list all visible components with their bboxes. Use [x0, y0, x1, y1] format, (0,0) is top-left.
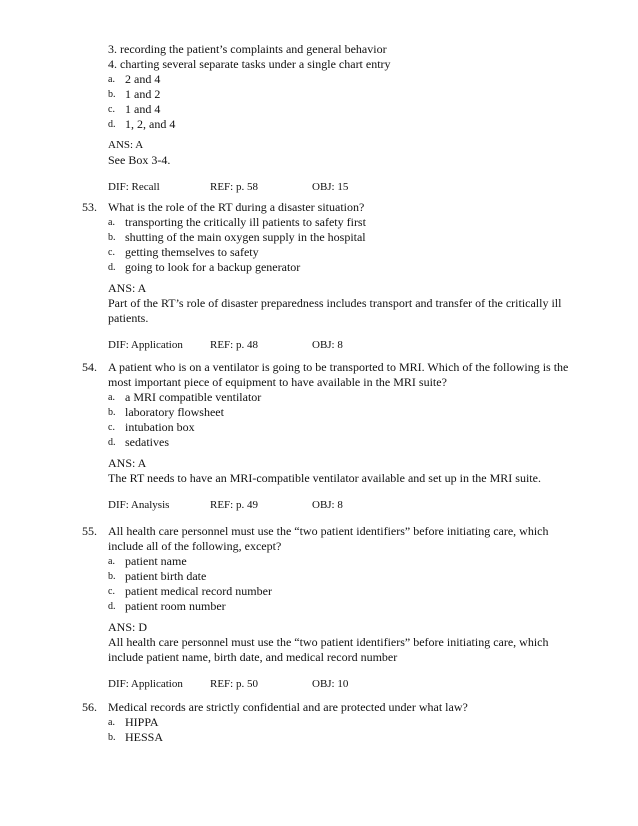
option-letter: a.: [108, 74, 115, 85]
objective: OBJ: 15: [312, 181, 349, 193]
answer-option: [108, 230, 582, 245]
statement-line: 4. charting several separate tasks under a single chart entry: [108, 57, 391, 71]
option-text: going to look for a backup generator: [125, 260, 301, 274]
option-letter: c.: [108, 104, 115, 115]
question-number: 56.: [82, 700, 97, 714]
answer-option: [108, 245, 582, 260]
answer-option: [108, 554, 582, 569]
rationale: The RT needs to have an MRI-compatible ventilator available and set up in the MRI suite.: [108, 471, 541, 485]
answer-option: [108, 435, 582, 450]
option-letter: b.: [108, 732, 116, 743]
option-letter: d.: [108, 262, 116, 273]
option-text: 1, 2, and 4: [125, 117, 176, 131]
statement-line: 3. recording the patient’s complaints and general behavior: [108, 42, 387, 56]
answer-key: ANS: A: [108, 139, 144, 151]
option-letter: d.: [108, 437, 116, 448]
answer-option: [108, 87, 588, 102]
question-number: 53.: [82, 200, 97, 214]
option-text: 1 and 4: [125, 102, 161, 116]
option-letter: b.: [108, 407, 116, 418]
option-text: patient medical record number: [125, 584, 272, 598]
answer-option: [108, 569, 582, 584]
option-letter: a.: [108, 717, 115, 728]
option-text: shutting of the main oxygen supply in the hospital: [125, 230, 366, 244]
rationale: Part of the RT’s role of disaster preparedness includes transport and transfer of the critically ill patients.: [108, 296, 562, 325]
difficulty: DIF: Application: [108, 678, 183, 690]
option-text: intubation box: [125, 420, 195, 434]
option-text: patient room number: [125, 599, 226, 613]
option-letter: a.: [108, 392, 115, 403]
objective: OBJ: 8: [312, 499, 343, 511]
rationale: See Box 3-4.: [108, 153, 171, 167]
answer-key: ANS: A: [108, 456, 147, 470]
answer-option: [108, 260, 582, 275]
option-text: sedatives: [125, 435, 169, 449]
answer-option: [108, 390, 582, 405]
answer-option: [108, 72, 588, 87]
option-text: HIPPA: [125, 715, 159, 729]
option-letter: b.: [108, 89, 116, 100]
option-letter: c.: [108, 422, 115, 433]
question-stem: What is the role of the RT during a disaster situation?: [108, 200, 365, 214]
answer-option: [108, 215, 582, 230]
objective: OBJ: 10: [312, 678, 349, 690]
question-stem: Medical records are strictly confidential and are protected under what law?: [108, 700, 468, 714]
answer-key: ANS: A: [108, 281, 147, 295]
option-text: transporting the critically ill patients to safety first: [125, 215, 366, 229]
option-text: patient birth date: [125, 569, 207, 583]
answer-option: [108, 715, 582, 730]
previous-question-continuation: [108, 42, 588, 195]
answer-option: [108, 730, 582, 745]
question-number: 55.: [82, 524, 97, 538]
option-letter: b.: [108, 571, 116, 582]
option-letter: a.: [108, 217, 115, 228]
question-meta: [108, 677, 582, 692]
answer-option: [108, 599, 582, 614]
rationale: All health care personnel must use the “two patient identifiers” before initiating care, which include patient name, birth date, and medical record number: [108, 635, 549, 664]
option-text: laboratory flowsheet: [125, 405, 224, 419]
reference: REF: p. 49: [210, 499, 258, 511]
option-letter: a.: [108, 556, 115, 567]
difficulty: DIF: Application: [108, 339, 183, 351]
answer-option: [108, 405, 582, 420]
question-56: [82, 700, 582, 745]
answer-option: [108, 117, 588, 132]
option-text: a MRI compatible ventilator: [125, 390, 262, 404]
question-53: [82, 200, 582, 353]
objective: OBJ: 8: [312, 339, 343, 351]
option-letter: c.: [108, 247, 115, 258]
option-text: patient name: [125, 554, 187, 568]
option-letter: c.: [108, 586, 115, 597]
option-text: 1 and 2: [125, 87, 161, 101]
option-letter: d.: [108, 119, 116, 130]
question-55: [82, 524, 582, 692]
option-text: 2 and 4: [125, 72, 161, 86]
difficulty: DIF: Recall: [108, 181, 160, 193]
question-meta: [108, 338, 582, 353]
answer-option: [108, 102, 588, 117]
option-letter: d.: [108, 601, 116, 612]
answer-option: [108, 420, 582, 435]
question-stem: All health care personnel must use the “two patient identifiers” before initiating care, which include all of the following, except?: [108, 524, 549, 553]
reference: REF: p. 58: [210, 181, 258, 193]
difficulty: DIF: Analysis: [108, 499, 170, 511]
option-text: HESSA: [125, 730, 164, 744]
option-letter: b.: [108, 232, 116, 243]
question-meta: [108, 180, 588, 195]
answer-key: ANS: D: [108, 620, 148, 634]
reference: REF: p. 50: [210, 678, 258, 690]
reference: REF: p. 48: [210, 339, 258, 351]
question-stem: A patient who is on a ventilator is going to be transported to MRI. Which of the following is the most important piece of equipment to have available in the MRI suite?: [108, 360, 569, 389]
option-text: getting themselves to safety: [125, 245, 259, 259]
question-54: [82, 360, 582, 513]
answer-option: [108, 584, 582, 599]
question-number: 54.: [82, 360, 97, 374]
question-meta: [108, 498, 582, 513]
